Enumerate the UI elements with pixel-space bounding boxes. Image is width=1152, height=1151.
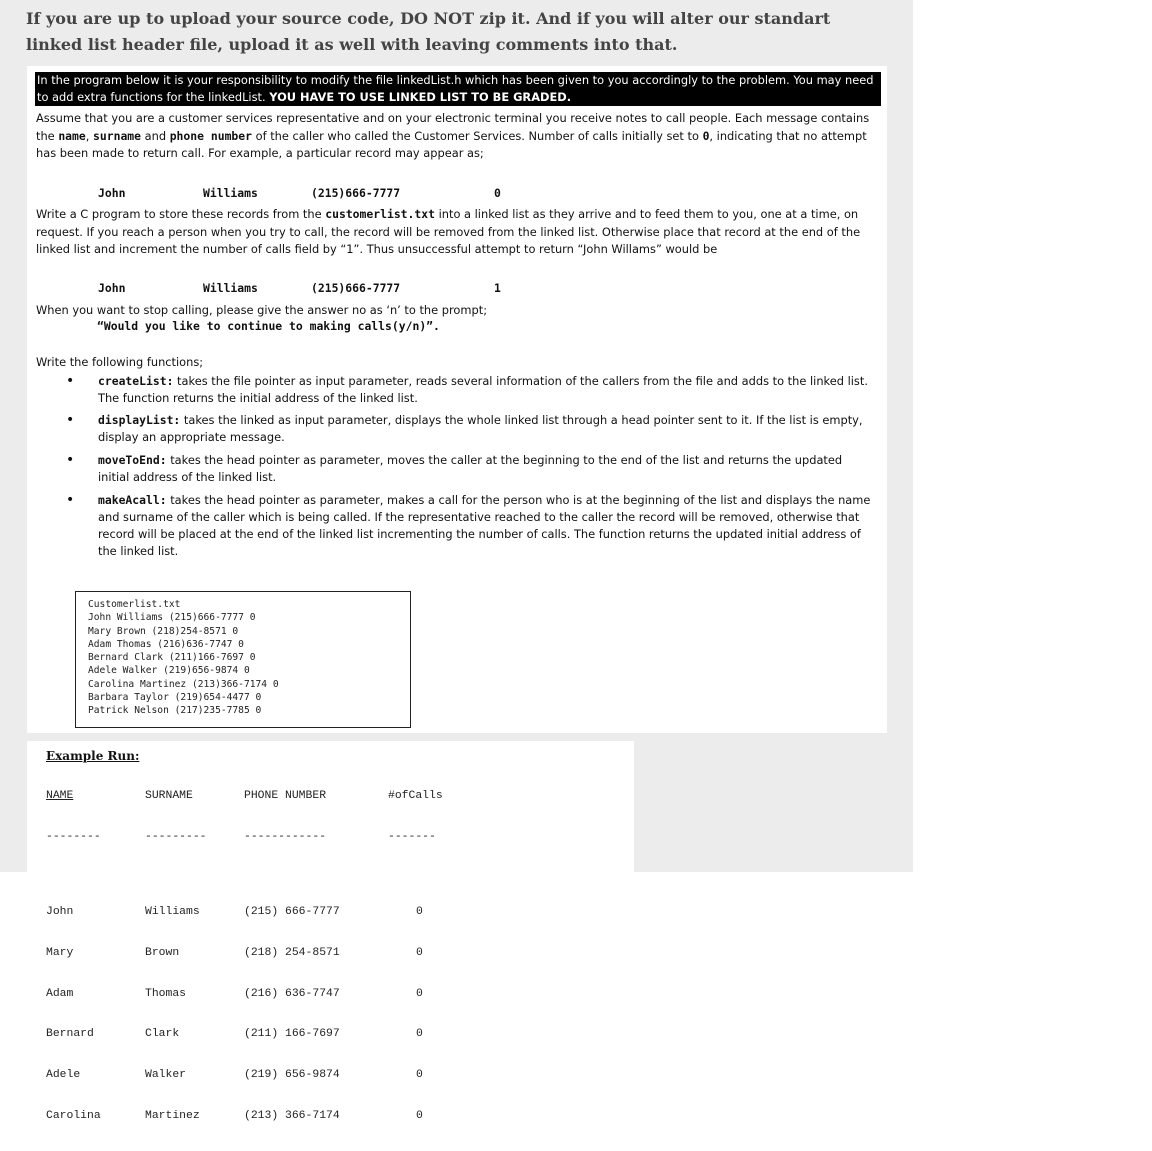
file-line: Adam Thomas (216)636-7747 0: [88, 638, 244, 650]
header-name: NAME: [46, 790, 74, 803]
field-phone: phone number: [169, 128, 252, 143]
function-desc: takes the file pointer as input parameter, reads several information of the callers from the file and adds to the linked list. The function returns the initial address of the linked list.: [98, 374, 868, 405]
record2-surname: Williams: [203, 281, 258, 295]
row-phone: (215) 666-7777: [244, 905, 340, 918]
file-line: Adele Walker (219)656-9874 0: [88, 665, 250, 677]
assume-text-2: of the caller who called the Customer Services. Number of calls initially set to: [252, 128, 703, 143]
bullet-icon: •: [66, 412, 75, 428]
row-surname: Clark: [145, 1028, 180, 1041]
row-name: Adele: [46, 1069, 81, 1082]
banner-text: In the program below it is your responsibility to modify the file linkedList.h which has been given to you accordingly to the problem. You may need to add extra functions for the linkedList.: [37, 73, 874, 104]
write-paragraph: [36, 206, 876, 259]
column-calls: [388, 763, 443, 1151]
row-name: Mary: [46, 946, 74, 959]
record2-phone: (215)666-7777: [311, 281, 401, 295]
row-surname: Williams: [145, 905, 200, 918]
function-name: makeAcall:: [98, 493, 167, 507]
continue-prompt: “Would you like to continue to making calls(y/n)”.: [97, 319, 440, 333]
row-phone: (219) 656-9874: [244, 1069, 340, 1082]
record1-surname: Williams: [203, 186, 258, 200]
function-name: createList:: [98, 374, 174, 388]
bullet-icon: •: [66, 492, 75, 508]
function-desc: takes the linked as input parameter, displays the whole linked list through a head pointer sent to it. If the list is empty, display an appropriate message.: [98, 413, 863, 444]
header-rule: ------------: [244, 830, 327, 843]
function-desc: takes the head pointer as parameter, moves the caller at the beginning to the end of the list and returns the updated initial address of the linked list.: [98, 453, 843, 484]
row-name: John: [46, 905, 74, 918]
header-rule: ---------: [145, 830, 207, 843]
field-surname: surname: [93, 128, 142, 143]
upload-notice: If you are up to upload your source code, DO NOT zip it. And if you will alter our standart linked list header file, upload it as well with leaving comments into that.: [26, 9, 831, 54]
row-surname: Thomas: [145, 987, 187, 1000]
column-phone: [244, 763, 340, 1151]
record1-phone: (215)666-7777: [311, 186, 401, 200]
row-surname: Martinez: [145, 1109, 200, 1122]
header-calls: #ofCalls: [388, 790, 443, 803]
record1-name: John: [98, 186, 126, 200]
function-name: displayList:: [98, 413, 181, 427]
file-line: Barbara Taylor (219)654-4477 0: [88, 692, 262, 704]
file-line: Bernard Clark (211)166-7697 0: [88, 652, 256, 664]
record1-calls: 0: [494, 186, 501, 200]
row-calls: 0: [416, 1028, 423, 1041]
write-text-1: Write a C program to store these records from the: [36, 207, 326, 221]
record2-calls: 1: [494, 281, 501, 295]
function-desc: takes the head pointer as parameter, makes a call for the person who is at the beginning of the list and displays the name and surname of the caller which is being called. If the representative reached to the caller the record will be removed, otherwise that record will be placed at the end of the linked list incrementing the number of calls. The function returns the updated initial address of the linked list.: [98, 493, 871, 558]
row-phone: (211) 166-7697: [244, 1028, 340, 1041]
header-rule: --------: [46, 830, 101, 843]
row-name: Adam: [46, 987, 74, 1000]
assignment-document: [27, 66, 887, 733]
field-name: name: [58, 128, 86, 143]
file-line: Carolina Martinez (213)366-7174 0: [88, 678, 279, 690]
file-line: John Williams (215)666-7777 0: [88, 612, 256, 624]
row-calls: 0: [416, 946, 423, 959]
row-surname: Brown: [145, 946, 180, 959]
functions-intro: Write the following functions;: [36, 355, 204, 369]
header-rule: -------: [388, 830, 436, 843]
row-phone: (216) 636-7747: [244, 987, 340, 1000]
header-surname: SURNAME: [145, 790, 193, 803]
row-name: Carolina: [46, 1109, 101, 1122]
file-line: Mary Brown (218)254-8571 0: [88, 625, 239, 637]
assignment-banner: [35, 72, 881, 106]
write-filename: customerlist.txt: [325, 207, 435, 221]
assume-text-1: Assume that you are a customer services representative and on your electronic terminal you receive notes to call people. Each message contains the: [36, 111, 870, 143]
file-line: Patrick Nelson (217)235-7785 0: [88, 705, 262, 717]
stop-paragraph: When you want to stop calling, please give the answer no as ‘n’ to the prompt;: [36, 303, 488, 317]
function-name: moveToEnd:: [98, 453, 167, 467]
bullet-icon: •: [66, 452, 75, 468]
record2-name: John: [98, 281, 126, 295]
row-calls: 0: [416, 1069, 423, 1082]
row-phone: (218) 254-8571: [244, 946, 340, 959]
row-calls: 0: [416, 987, 423, 1000]
customerlist-file-box: [75, 591, 411, 728]
header-phone: PHONE NUMBER: [244, 790, 327, 803]
example-run-title: Example Run:: [46, 749, 140, 763]
example-run-panel: [27, 741, 634, 1122]
banner-bold: YOU HAVE TO USE LINKED LIST TO BE GRADED.: [269, 90, 572, 104]
row-phone: (213) 366-7174: [244, 1109, 340, 1122]
row-calls: 0: [416, 1109, 423, 1122]
bullet-icon: •: [66, 373, 75, 389]
row-surname: Walker: [145, 1069, 187, 1082]
column-surname: [145, 763, 207, 1151]
row-name: Bernard: [46, 1028, 94, 1041]
assume-text-3: , indicating that no attempt has been made to return call. For example, a particular record may appear as;: [36, 128, 867, 160]
assume-sep-2: and: [141, 128, 170, 143]
file-title: Customerlist.txt: [88, 599, 181, 610]
field-zero: 0: [702, 128, 710, 143]
assume-sep-1: ,: [85, 128, 94, 143]
assume-paragraph: [36, 110, 876, 163]
row-calls: 0: [416, 905, 423, 918]
write-text-2: into a linked list as they arrive and to feed them to you, one at a time, on request. If you reach a person when you try to call, the record will be removed from the linked list. Otherwise place that record at the end of the linked list and increment the number of calls field by “1”. Thus unsuccessful attempt to return “John Willams” would be: [36, 207, 861, 256]
column-name: [46, 763, 101, 1151]
